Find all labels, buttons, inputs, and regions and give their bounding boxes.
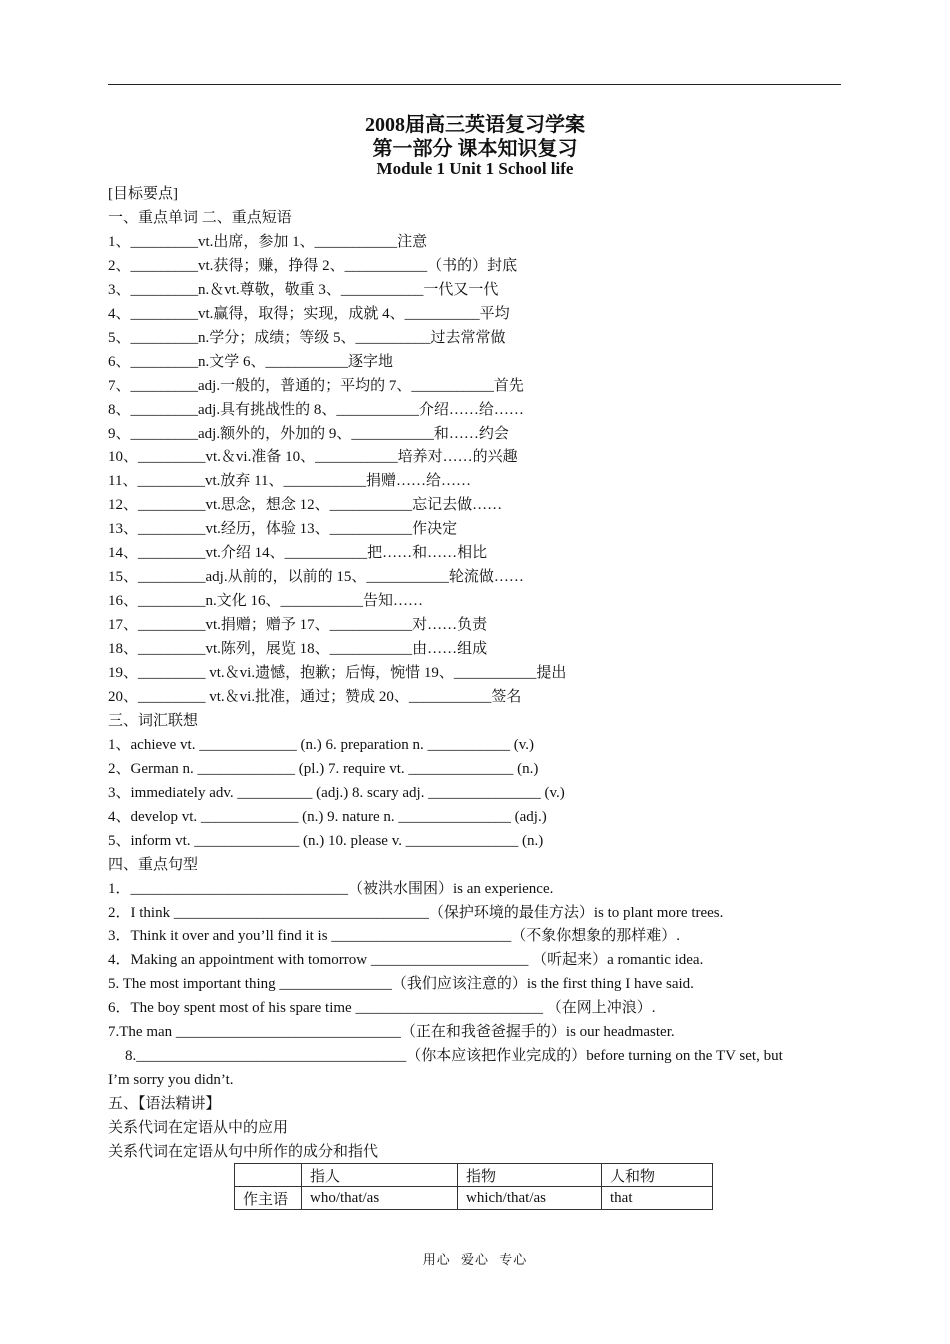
text-line: 关系代词在定语从句中所作的成分和指代 [108, 1144, 379, 1160]
text-line: 三、词汇联想 [108, 712, 199, 729]
text-line: 4、_________vt.赢得，取得；实现，成就 4、__________平均 [108, 305, 510, 322]
table-cell: which/that/as [458, 1187, 602, 1210]
module-title: Module 1 Unit 1 School life [376, 159, 574, 178]
text-line: 7、_________adj.一般的，普通的；平均的 7、___________首先 [108, 377, 524, 394]
text-line: 8.____________________________________（你本应该把作业完成的）before turning on the TV set, but [125, 1048, 783, 1065]
text-line: 2．I think __________________________________（保护环境的最佳方法）is to plant more trees. [108, 904, 724, 921]
top-rule [108, 84, 841, 85]
text-line: 3、_________n.＆vt.尊敬，敬重 3、___________一代又一代 [108, 281, 499, 298]
doc-subtitle: 第一部分 课本知识复习 [372, 138, 578, 160]
text-line: 17、_________vt.捐赠；赠予 17、___________对……负责 [108, 617, 488, 634]
text-line: 14、_________vt.介绍 14、___________把……和……相比 [108, 545, 488, 562]
text-line: 8、_________adj.具有挑战性的 8、___________介绍……给…… [108, 401, 524, 418]
table-cell: that [602, 1187, 713, 1210]
text-line: 五、【语法精讲】 [108, 1096, 221, 1113]
table-header-row [235, 1164, 713, 1187]
text-line: 关系代词在定语从中的应用 [108, 1120, 289, 1137]
table-cell: who/that/as [302, 1187, 458, 1210]
text-line: 4、develop vt. _____________ (n.) 9. nature n. _______________ (adj.) [108, 808, 547, 825]
text-line: 一、重点单词 二、重点短语 [108, 209, 292, 226]
table-cell: 人和物 [602, 1164, 713, 1187]
text-line: 1．_____________________________（被洪水围困）is an experience. [108, 880, 554, 897]
text-line: 7.The man ______________________________（正在和我爸爸握手的）is our headmaster. [108, 1024, 675, 1041]
table-cell: 指物 [458, 1164, 602, 1187]
text-line: 1、_________vt.出席，参加 1、___________注意 [108, 233, 428, 250]
text-line: 6．The boy spent most of his spare time _________________________ （在网上冲浪）. [108, 1000, 656, 1017]
text-line: 4．Making an appointment with tomorrow _____________________ （听起来）a romantic idea. [108, 952, 704, 969]
text-line: 9、_________adj.额外的，外加的 9、___________和……约会 [108, 425, 509, 442]
text-line: 18、_________vt.陈列，展览 18、___________由……组成 [108, 641, 488, 658]
text-line: 3、immediately adv. __________ (adj.) 8. scary adj. _______________ (v.) [108, 784, 565, 801]
text-line: 2、_________vt.获得；赚，挣得 2、___________（书的）封底 [108, 257, 518, 274]
text-line: 13、_________vt.经历，体验 13、___________作决定 [108, 521, 458, 538]
text-line: [目标要点] [108, 186, 178, 202]
doc-title: 2008届高三英语复习学案 [365, 114, 585, 136]
table-row [235, 1187, 713, 1210]
table-cell [235, 1164, 302, 1187]
text-line: I’m sorry you didn’t. [108, 1072, 234, 1089]
footer-motto: 用心 爱心 专心 [422, 1252, 528, 1267]
text-line: 16、_________n.文化 16、___________告知…… [108, 593, 424, 610]
relative-pronoun-table [234, 1163, 713, 1210]
text-line: 3．Think it over and you’ll find it is ________________________（不象你想象的那样难）. [108, 928, 681, 945]
text-line: 12、_________vt.思念，想念 12、___________忘记去做…… [108, 497, 503, 514]
text-line: 11、_________vt.放弃 11、___________捐赠……给…… [108, 473, 472, 490]
text-line: 5、inform vt. ______________ (n.) 10. please v. _______________ (n.) [108, 832, 544, 849]
text-line: 2、German n. _____________ (pl.) 7. require vt. ______________ (n.) [108, 760, 539, 777]
text-line: 10、_________vt.＆vi.准备 10、___________培养对……的兴趣 [108, 449, 518, 466]
text-line: 5. The most important thing _______________（我们应该注意的）is the first thing I have said. [108, 976, 694, 993]
text-line: 6、_________n.文学 6、___________逐字地 [108, 353, 394, 370]
text-line: 20、_________ vt.＆vi.批准，通过；赞成 20、___________签名 [108, 688, 522, 705]
text-line: 5、_________n.学分；成绩；等级 5、__________过去常常做 [108, 329, 506, 346]
table-cell: 指人 [302, 1164, 458, 1187]
table-cell: 作主语 [235, 1187, 302, 1210]
text-line: 15、_________adj.从前的，以前的 15、___________轮流做…… [108, 569, 524, 586]
text-line: 四、重点句型 [108, 856, 199, 873]
text-line: 19、_________ vt.＆vi.遗憾，抱歉；后悔，惋惜 19、___________提出 [108, 665, 567, 681]
text-line: 1、achieve vt. _____________ (n.) 6. preparation n. ___________ (v.) [108, 736, 535, 753]
